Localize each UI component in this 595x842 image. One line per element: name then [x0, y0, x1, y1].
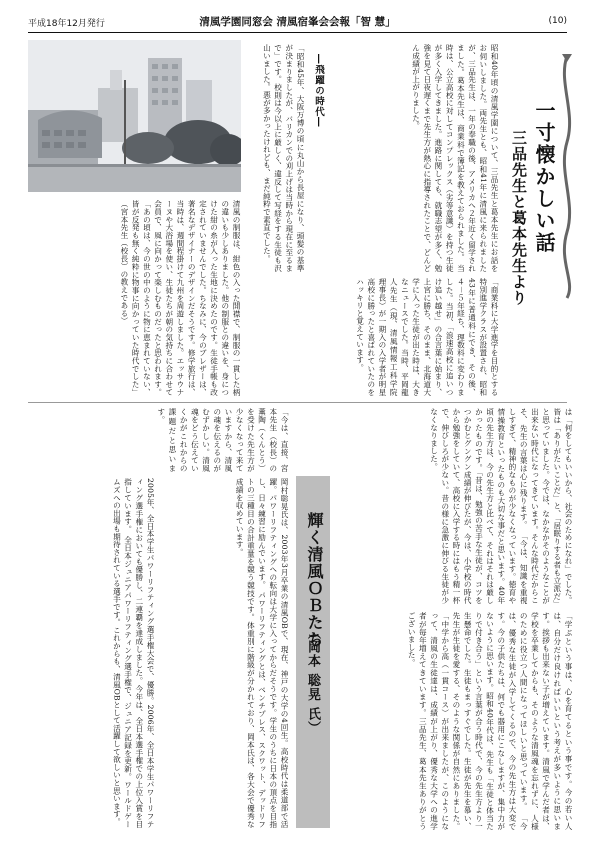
article-paragraph: 「今は、優秀な生徒が入学してくるので、今の先生方は大変です。今の子供たちは、何でも器用にこなしますが、集中力がないように思います。昭和40年代は、先生も「生徒と体当たりで付き合う」という言葉が合う時代で、今の先生方より一生懸命でした。生徒もまっすぐでした。生徒が先生を慕い、先生が生徒を愛する、そのような関係が自然にありました。 — [451, 612, 529, 830]
section-subtitle: 三品先生と葛本先生より — [510, 130, 528, 306]
header-rule — [28, 32, 567, 33]
article1-continued-text-1 — [334, 408, 574, 604]
ob-feature-text-2 — [28, 478, 156, 828]
section-title: 一寸懐かしい話 — [532, 100, 556, 254]
article-paragraph: 2005年、全日本学生パワーリフティング選手権大会で、優勝。2006年、全日本学生パワーリフティング選手権においても優勝し、二連覇を達成しました。今年は、全日本選手権での上位入賞を目指しています。 — [123, 478, 155, 828]
publication-title: 清風学園同窓会 清風宿峯会会報「智 慧」 — [199, 16, 396, 28]
school-building-photo — [28, 40, 241, 192]
article-paragraph: は「何をしてもいいから、社会のためになれ」でした。皆は「ありがたいことだ」と、「居眠りする者も立派だ」と思っていました。今では、なかなかそのようなことが出来ない時代になってきています。そんな時代だからこそ、先生の言葉は心に残ります。 — [519, 408, 573, 604]
article-paragraph: パワーリフティングとは、ベンチプレス、スクワット、デッドリフトの三種目の合計重量を競う競技です。体重別に階級が分かれており、岡本氏は、各大会で優秀な成績を収めています。 — [235, 478, 267, 828]
article-paragraph: 「今は、知識を重視しすぎて、精神的なものが少なくなっています。徳育や情操教育といったものも大切な事だと思います。40年頃の先生方は、今の先生方と比べて、それはそれは厳しかったものです。「昔は、勉強の苦手な生徒が、コツをつかむとグングン成績が伸びたが、今は、小学校の時代から勉強をしていて、高校に入学する時にはもう精一杯で、伸びしろが少ない。昔の様に急激に伸びる生徒が少なくなりました。 — [429, 408, 529, 604]
article-paragraph: 全日本ジュニアパワーリフティング選手権で、ジュニア記録を更新。ワールドゲームズへの出場も期待されている選手です。これからも、清風OBとして活躍して欲しいと思います。 — [112, 478, 133, 828]
article-paragraph: 「学ぶという事は、心を育てるという事です。今の若い人は、自分だけ良ければいいという考えが多いように思います。挨拶も出来ない子が増えています。清風で学んだ者は、学校を卒業してからも、そのような清風魂を忘れずに、人様のために役立つ人間になってほしいと思っています。 — [519, 612, 573, 830]
article-paragraph: 「昭和45年、大阪万博の頃に丸山から長屋になり、頭髪の基準が決まりましたが、バリカンでの刈上げは当時から現在に至るまで」です。校則は今以上に厳しく、違反して写経をする生徒も沢山いました。悪が多かったけれども、まだ純粋で素直でした。 — [262, 44, 305, 272]
article1-lower-left-text — [28, 200, 242, 396]
article-paragraph: 「商業科に大学進学を目的とする特別進学クラスが設置され、昭和43年に普通科にでき、その後、４－５年経ち、理数科に変わりました。当初、「浪速高校に追いつけ追い越せ」の合言葉に始まり、上宮に勝ち、そのまま、北海道大学に入った生徒が出た時は、大きなニュースでした。当時、平岡龍人先生（現、清風情報工科学院 理事長）が一期入の入学者が明星高校に勝ったと喜ばれていたのをハッキリと覚えています。 — [355, 278, 499, 396]
article1-lower-mid-text — [246, 278, 500, 396]
page-header — [28, 14, 567, 30]
article-paragraph: 岡村聡晃氏は、2003年3月卒業の清風OBで、現在、神戸の大学の4回生。高校時代は柔道部で活躍。パワーリフティングへの転向は大学に入ってからだそうです。学生のうちに日本の頂点を目指し、日々練習に励んでいます。 — [257, 478, 289, 828]
issue-date: 平成18年12月発行 — [28, 19, 105, 29]
article-subheading: ―飛躍の時代― — [313, 54, 324, 128]
article-paragraph: 昭和40年頃の清風学園について、三品先生と葛本先生にお話をお伺いしました。両先生とも、昭和41年に清風に来られましたが、三品先生は、一年の奉職の後、アメリカへ２年近く留学されました。葛本先生は、商業科で簿記を教えておられました。 — [456, 44, 499, 272]
article1-middle-text — [246, 44, 306, 272]
article1-right-text — [334, 44, 500, 272]
article-paragraph: 「中学から高（一貫コース）が出来ましたが、このようになって、清風の生徒達は、成績が上がり、優秀な大学への進学者が毎年増えてきています。三品先生、葛本先生ありがとうございました。 — [407, 612, 450, 830]
article1-continued-text-2 — [28, 408, 290, 472]
band-rule — [28, 402, 567, 403]
article-paragraph: 「今は、直接、宮本先生（校長）の薫陶（くんとう）を受けた先生方が少なくなって来ていますから、清風の魂を伝えるのがむずかしい。清風魂をどう伝えていくかがこれからの課題だと思います。 — [156, 408, 289, 472]
article-paragraph: 当時は、公立高校に対してコンプレックス（劣等意識）を持つ生徒が多く入学してきました。進路に関しても、就職志望が多く、勉強を見て日夜遅くまで先生方が熱心に指導されたことで、どんどん成績が上がりました。 — [411, 44, 466, 272]
page-number: (10) — [548, 16, 567, 26]
title-ornament — [556, 52, 578, 302]
ob-feature-text-1 — [160, 478, 290, 828]
ob-feature-title: 輝く清風ＯＢたち — [305, 512, 324, 648]
article1-continued-text-3 — [334, 612, 574, 830]
article-paragraph: 「あの頃は、今の世の中のように物に恵まれていない、皆が反発も無く純粋に物事に向かっていた時代でした」（宮本先生（校長）の教えである） — [119, 200, 152, 396]
ob-feature-name: （岡本 聡晃 氏） — [305, 626, 320, 736]
article-paragraph: 清風の制服は、紺色の入った開襟で、制服の一貫した柄の違いも少しありました。他の制服との違いを、身につけた紺の糸が入った生地に決めたのです。生徒手帳も改定されていませんでした。ちなみに、今のブレザーは、著名なデザイナーのデザインだそうです。修学旅行は、当時は、週間程掛けて九州を周遊しました。エッサウナーヌや大浴場を使い、生徒たちが朝の気持ちに合わせて会員で、風に向かって楽しむものだったと思われます。 — [153, 200, 241, 396]
